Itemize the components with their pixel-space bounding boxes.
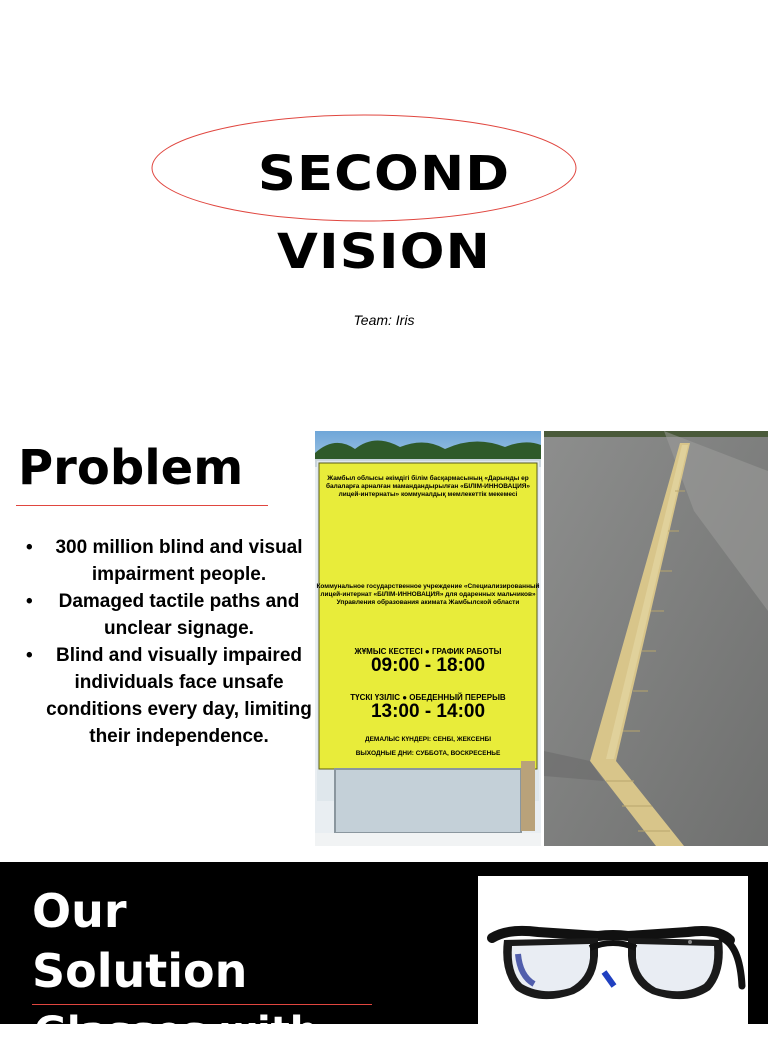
list-item (24, 534, 314, 588)
glasses-icon (478, 876, 748, 1024)
list-item (24, 588, 314, 642)
sign-days-off-kz: ДЕМАЛЫС КҮНДЕРІ: СЕНБІ, ЖЕКСЕНБІ (364, 736, 492, 743)
tactile-path-photo (544, 431, 768, 846)
solution-heading-line-1: Our (32, 884, 127, 938)
sign-photo (315, 431, 541, 846)
problem-item-text: Damaged tactile paths and unclear signage. (58, 591, 300, 639)
title-line-2: VISION (277, 224, 491, 280)
problem-item-text: 300 million blind and visual impairment people. (55, 537, 303, 585)
sign-ru-header: Коммунальное государственное учреждение «Специализированный лицей-интернат «БІЛІМ-ИННОВАЦИЯ» для одаренных мальчиков» Управления образования акимата Жамбылской области (316, 583, 540, 606)
problem-item-text: Blind and visually impaired individuals face unsafe conditions every day, limiting their independence. (46, 645, 312, 747)
sign-work-hours: 09:00 - 18:00 (370, 655, 486, 676)
sign-days-off-ru: ВЫХОДНЫЕ ДНИ: СУББОТА, ВОСКРЕСЕНЬЕ (355, 750, 501, 757)
problem-heading: Problem (18, 440, 244, 496)
sign-schedule-label: ЖҰМЫС КЕСТЕСІ ● ГРАФИК РАБОТЫ (354, 647, 502, 656)
title-line-1: SECOND (257, 146, 511, 202)
solution-subheading-partial: Glasses with (34, 1009, 319, 1055)
sign-kz-header: Жамбыл облысы әкімдігі білім басқармасының «Дарынды ер балаларға арналған мамандандырылған «БІЛІМ-ИННОВАЦИЯ» лицей-интернаты» коммуналдық мемлекеттік мекемесі (325, 475, 531, 498)
bullet-icon: • (26, 591, 33, 612)
team-label: Team: Iris (353, 312, 415, 328)
bullet-icon: • (26, 537, 33, 558)
list-item (24, 642, 314, 750)
smart-glasses-photo (478, 876, 748, 1024)
bullet-icon: • (26, 645, 33, 666)
sign-break-label: ТҮСКІ ҮЗІЛІС ● ОБЕДЕННЫЙ ПЕРЕРЫВ (350, 693, 506, 702)
solution-heading-line-2: Solution (32, 944, 248, 998)
solution-underline (32, 1004, 372, 1005)
sign-break-hours: 13:00 - 14:00 (370, 701, 486, 722)
problem-underline (16, 505, 268, 506)
problem-list (24, 534, 314, 750)
